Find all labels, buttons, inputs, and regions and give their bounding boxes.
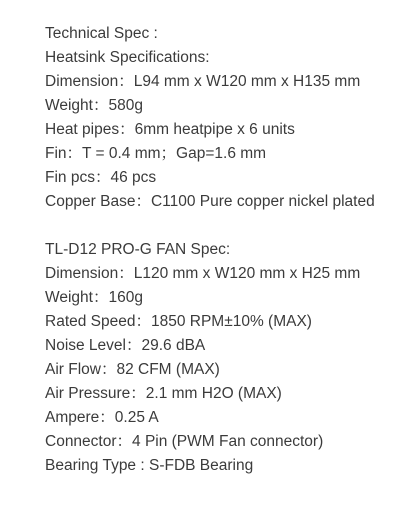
fan-spec-title: TL-D12 PRO-G FAN Spec: xyxy=(45,241,231,258)
fan-dimension: Dimension：L120 mm x W120 mm x H25 mm xyxy=(45,265,361,282)
fan-rated-speed: Rated Speed：1850 RPM±10% (MAX) xyxy=(45,313,312,330)
heatsink-copper-base: Copper Base：C1100 Pure copper nickel plated xyxy=(45,193,375,210)
heatsink-fin: Fin：T = 0.4 mm；Gap=1.6 mm xyxy=(45,145,267,162)
fan-air-flow: Air Flow：82 CFM (MAX) xyxy=(45,361,220,378)
fan-noise-level: Noise Level：29.6 dBA xyxy=(45,337,206,354)
section-spacer xyxy=(45,214,400,238)
heatsink-weight: Weight：580g xyxy=(45,97,143,114)
heatsink-dimension: Dimension：L94 mm x W120 mm x H135 mm xyxy=(45,73,361,90)
fan-ampere: Ampere：0.25 A xyxy=(45,409,159,426)
heatsink-heat-pipes: Heat pipes：6mm heatpipe x 6 units xyxy=(45,121,295,138)
fan-bearing-type: Bearing Type : S-FDB Bearing xyxy=(45,457,254,474)
spec-sheet xyxy=(45,22,400,478)
fan-air-pressure: Air Pressure：2.1 mm H2O (MAX) xyxy=(45,385,282,402)
technical-spec-header: Technical Spec : xyxy=(45,25,158,42)
fan-connector: Connector：4 Pin (PWM Fan connector) xyxy=(45,433,324,450)
heatsink-spec-title: Heatsink Specifications: xyxy=(45,49,210,66)
heatsink-fin-pcs: Fin pcs：46 pcs xyxy=(45,169,157,186)
fan-weight: Weight：160g xyxy=(45,289,143,306)
